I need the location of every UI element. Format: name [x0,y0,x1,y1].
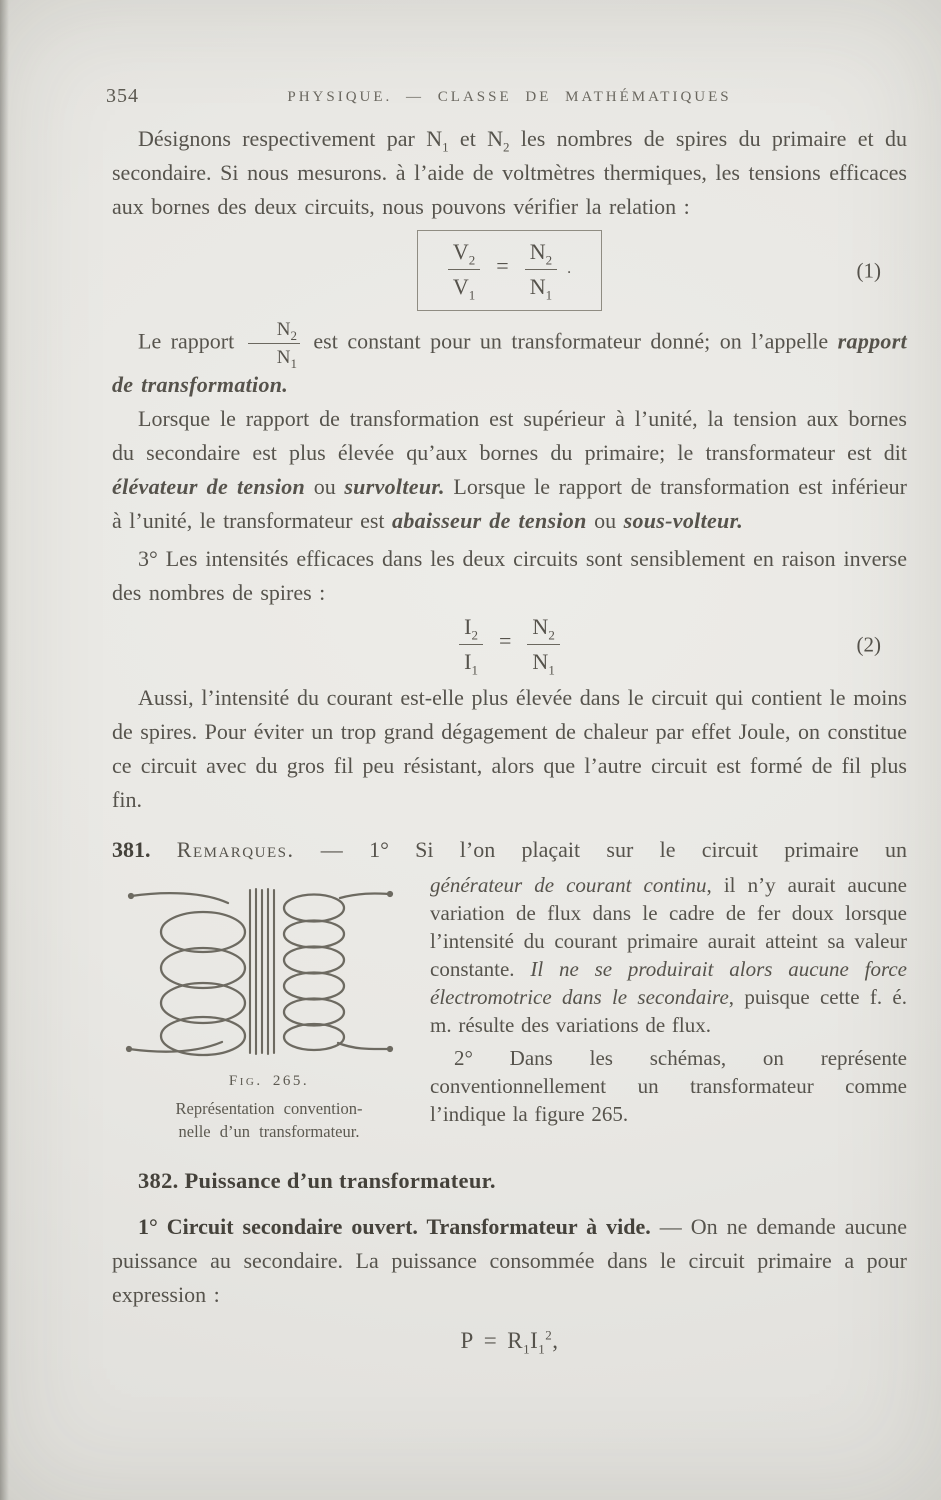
equals-sign: = [499,628,512,654]
equals-sign: = [483,1328,498,1353]
remarques-columns [112,871,907,1143]
paragraph-382: 1° Circuit secondaire ouvert. Transformateur à vide. — On ne demande aucune puissance au secondaire. La puissance consommée dans le circuit primaire a pour expression : [112,1214,908,1307]
paragraph-rapport: Le rapport $\frac{N_2}{N_1}$ est constant pour un transformateur donné; on l’appelle rapport de transformation. [112,319,908,397]
page-title: PHYSIQUE. — CLASSE DE MATHÉMATIQUES [287,89,732,105]
running-header [106,85,907,107]
term-generateur-courant-continu: générateur de courant continu [430,873,707,897]
figure-caption-number: Fig. 265. [228,1073,310,1089]
transformer-figure [124,885,396,1059]
equation-2-label: (2) [856,632,881,656]
figure-caption: Fig. 265. Représentation convention- nelle d’un transformateur. [118,1073,420,1143]
page-number: 354 [106,85,139,107]
term-sous-volteur: sous-volteur. [623,508,744,533]
remarques-text-column [420,871,907,1143]
symbol-n2: $N_2$ [487,126,510,155]
term-rapport-de-transformation: rapport de transformation. [112,328,908,397]
lead-circuit-secondaire-ouvert: 1° Circuit secondaire ouvert. Transformateur à vide. [138,1214,651,1239]
equation-1-row [112,230,907,311]
inline-fraction-n2-n1: $\frac{N_2}{N_1}$ [248,319,300,368]
paragraph-intro: Désignons respectivement par $N_1$ et $N_2$ les nombres de spires du primaire et du secondaire. Si nous mesurons. à l’aide de voltmètres thermiques, les tensions efficaces aux bornes des deux circuits, nous pouvons vérifier la relation : [112,126,907,219]
term-survolteur: survolteur. [344,474,445,499]
fraction-n2-n1: $\frac{N_2}{N_1}$ [525,239,557,300]
section-382-heading: 382. Puissance d’un transformateur. [138,1168,496,1193]
equation-2 [459,614,560,678]
paragraph-intensites: 3° Les intensités efficaces dans les deux circuits sont sensiblement en raison inverse des nombres de spires : [112,546,907,605]
terminal-dot [387,891,393,897]
page-edge-shadow [0,0,9,1500]
symbol-n1: $N_1$ [426,126,449,155]
emphasis-force-electromotrice: Il ne se produirait alors aucune force électromotrice dans le secondaire [430,957,908,1009]
remarques-heading-line: 381. Remarques. — 1° Si l’on plaçait sur le circuit primaire un [112,837,908,862]
terminal-dot [387,1046,393,1052]
equation-1-label: (1) [856,258,881,282]
paragraph-aussi: Aussi, l’intensité du courant est-elle plus élevée dans le circuit qui contient le moins de spires. Pour éviter un trop grand dégagement de chaleur par effet Joule, on constitue ce circuit avec du gros fil peu résistant, alors que l’autre circuit est formé de fil plus fin. [112,685,907,812]
paragraph-lorsque: Lorsque le rapport de transformation est supérieur à l’unité, la tension aux bornes du secondaire est plus élevée qu’aux bornes du primaire; le transformateur est dit élévateur de tension ou survolteur. Lorsque le rapport de transformation est inférieur à l’unité, le transformateur est abaisseur de tension ou sous-volteur. [112,406,908,533]
equals-sign: = [496,253,509,279]
figure-265 [112,871,420,1143]
equation-period: . [567,260,572,278]
fraction-v2-v1: $\frac{V_2}{V_1}$ [448,239,480,300]
paragraph-remarque-2: 2° Dans les schémas, on représente conventionnellement un transformateur comme l’indique la figure 265. [430,1046,907,1126]
equation-1-box [417,230,602,311]
equation-power: $P = R_1I_1^2$, [460,1327,559,1357]
text-column [112,122,908,1357]
iron-core-lines [250,889,274,1054]
term-elevateur: élévateur de tension [112,474,306,499]
remarques-title: Remarques. [176,837,295,862]
fraction-i2-i1: $\frac{I_2}{I_1}$ [459,614,483,675]
equation-2-row [112,614,907,678]
fraction-n2-n1: $\frac{N_2}{N_1}$ [527,614,559,675]
term-abaisseur: abaisseur de tension [392,508,587,533]
paragraph-remarque-1: générateur de courant continu, il n’y aurait aucune variation de flux dans le cadre de fer doux lorsque l’intensité du courant primaire aurait atteint sa valeur constante. Il ne se produirait alors aucune force électromotrice dans le secondaire, puisque cette f. é. m. résulte des variations de flux. [430,873,908,1037]
section-number-381: 381. [112,837,151,862]
